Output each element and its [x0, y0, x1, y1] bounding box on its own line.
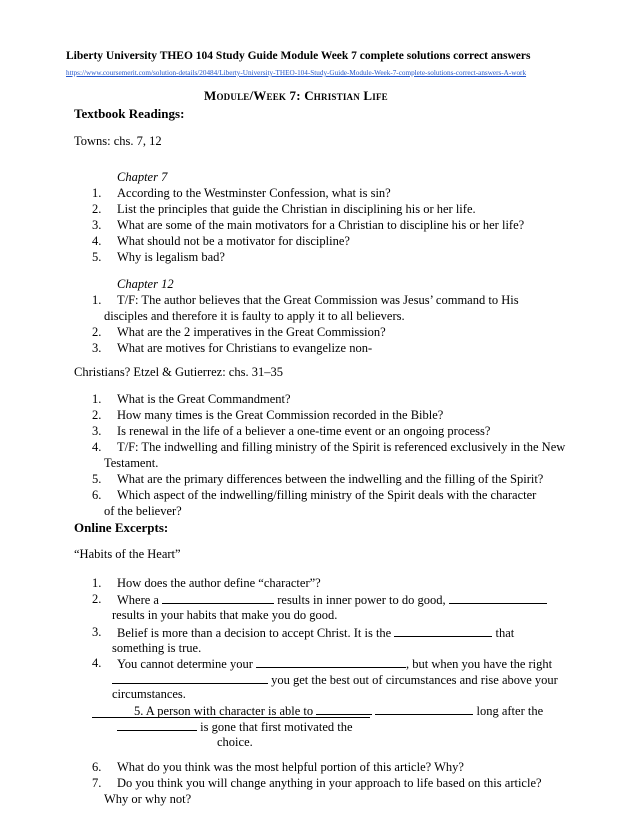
list-number: 3.	[92, 341, 102, 355]
list-item: According to the Westminster Confession, what is sin?	[117, 186, 391, 200]
list-number: 5.	[92, 250, 102, 264]
list-item: Is renewal in the life of a believer a one-time event or an ongoing process?	[117, 424, 491, 438]
chapter-12-heading: Chapter 12	[117, 277, 174, 291]
answer-blank[interactable]	[112, 672, 268, 684]
list-item: T/F: The indwelling and filling ministry of the Spirit is referenced exclusively in the New	[117, 440, 566, 454]
question-text: you get the best out of circumstances and rise above your	[271, 673, 558, 687]
list-item-continued: something is true.	[112, 641, 202, 655]
list-number: 2.	[92, 202, 102, 216]
list-item: What are motives for Christians to evangelize non-	[117, 341, 373, 355]
list-number: 1.	[92, 186, 102, 200]
page-title: Module/Week 7: Christian Life	[204, 88, 388, 103]
document-header-title: Liberty University THEO 104 Study Guide Module Week 7 complete solutions correct answers	[66, 50, 531, 62]
answer-blank[interactable]	[92, 717, 370, 718]
list-item: Do you think you will change anything in your approach to life based on this article?	[117, 776, 542, 790]
list-number: 3.	[92, 625, 102, 639]
list-item: What are the 2 imperatives in the Great Commission?	[117, 325, 386, 339]
answer-blank[interactable]	[394, 625, 492, 637]
source-link[interactable]: https://www.coursemerit.com/solution-details/20484/Liberty-University-THEO-104-Study-Guide-Module-Week-7-complete-solutions-correct-answers-A-work	[66, 69, 527, 77]
list-item-continued: Why or why not?	[104, 792, 192, 806]
fill-in-question	[117, 625, 514, 641]
question-text: Belief is more than a decision to accept Christ. It is the	[117, 626, 392, 640]
list-number: 2.	[92, 408, 102, 422]
list-number: 1.	[92, 293, 102, 307]
list-number: 5.	[92, 472, 102, 486]
list-item-continued: disciples and therefore it is faulty to apply it to all believers.	[104, 309, 405, 323]
list-item: What are the primary differences between the indwelling and the filling of the Spirit?	[117, 472, 544, 486]
list-item: T/F: The author believes that the Great Commission was Jesus’ command to His	[117, 293, 519, 307]
list-number: 2.	[92, 325, 102, 339]
answer-blank[interactable]	[162, 592, 274, 604]
textbook-readings-heading: Textbook Readings:	[74, 106, 185, 121]
list-item-continued: of the believer?	[104, 504, 182, 518]
answer-blank[interactable]	[375, 703, 473, 715]
answer-blank[interactable]	[316, 703, 372, 715]
list-item: What do you think was the most helpful portion of this article? Why?	[117, 760, 464, 774]
towns-reference: Towns: chs. 7, 12	[74, 134, 162, 148]
list-item-continued: Testament.	[104, 456, 159, 470]
answer-blank[interactable]	[256, 656, 406, 668]
online-excerpts-heading: Online Excerpts:	[74, 520, 169, 535]
list-item-continued: results in your habits that make you do good.	[112, 608, 338, 622]
question-text: long after the	[476, 704, 544, 718]
list-item-continued: circumstances.	[112, 687, 186, 701]
list-item: Why is legalism bad?	[117, 250, 225, 264]
list-number: 4.	[92, 440, 102, 454]
question-text: is gone that first motivated the	[200, 720, 353, 734]
fill-in-question	[117, 592, 547, 608]
list-item: How many times is the Great Commission recorded in the Bible?	[117, 408, 444, 422]
question-text: that	[495, 626, 515, 640]
list-item: What is the Great Commandment?	[117, 392, 291, 406]
answer-blank[interactable]	[449, 592, 547, 604]
list-number: 3.	[92, 218, 102, 232]
list-number: 1.	[92, 392, 102, 406]
question-text: Where a	[117, 593, 159, 607]
list-item: List the principles that guide the Christian in disciplining his or her life.	[117, 202, 476, 216]
list-number: 2.	[92, 592, 102, 606]
list-number: 4.	[92, 234, 102, 248]
etzel-reference: Christians? Etzel & Gutierrez: chs. 31–35	[74, 365, 283, 379]
list-item: How does the author define “character”?	[117, 576, 321, 590]
question-text: 5. A person with character is able to	[134, 704, 314, 718]
list-item: Which aspect of the indwelling/filling ministry of the Spirit deals with the character	[117, 488, 537, 502]
list-number: 6.	[92, 760, 102, 774]
question-text: results in inner power to do good,	[277, 593, 446, 607]
list-item: What are some of the main motivators for a Christian to discipline his or her life?	[117, 218, 525, 232]
list-item-continued: choice.	[217, 735, 253, 749]
question-text: , but when you have the right	[405, 657, 553, 671]
answer-blank[interactable]	[117, 719, 197, 731]
chapter-7-heading: Chapter 7	[117, 170, 168, 184]
fill-in-question	[117, 656, 552, 672]
article-title: “Habits of the Heart”	[74, 547, 181, 561]
question-text: You cannot determine your	[117, 657, 253, 671]
list-item: What should not be a motivator for discipline?	[117, 234, 350, 248]
list-number: 3.	[92, 424, 102, 438]
list-number: 6.	[92, 488, 102, 502]
list-number: 4.	[92, 656, 102, 670]
fill-in-continued	[112, 672, 558, 688]
list-number: 7.	[92, 776, 102, 790]
list-number: 1.	[92, 576, 102, 590]
fill-in-continued	[117, 719, 353, 735]
